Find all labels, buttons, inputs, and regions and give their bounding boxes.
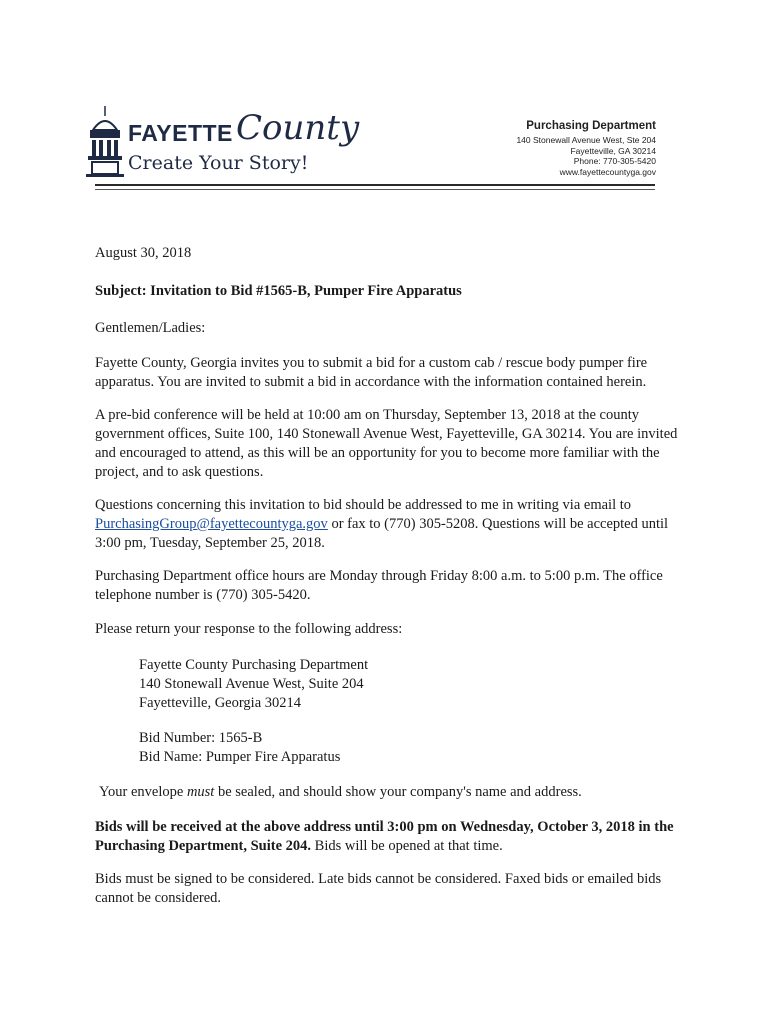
email-link[interactable]: PurchasingGroup@fayettecountyga.gov [95, 516, 328, 532]
return-address-line2: 140 Stonewall Avenue West, Suite 204 [139, 676, 364, 692]
letter-salutation: Gentlemen/Ladies: [95, 320, 206, 336]
fayette-county-logo [84, 100, 360, 180]
paragraph-questions [95, 496, 685, 553]
department-contact-block [516, 120, 656, 177]
header-divider-thin [95, 189, 655, 190]
questions-text-end: or fax to (770) 305-5208. Questions will be accepted until 3:00 pm, Tuesday, September 25, 2018. [95, 516, 669, 551]
envelope-emphasis: must [186, 784, 215, 800]
paragraph-office-hours: Purchasing Department office hours are Monday through Friday 8:00 a.m. to 5:00 p.m. The office telephone number is (770) 305-5420. [95, 568, 663, 603]
letter-date: August 30, 2018 [95, 245, 192, 261]
department-address-line2: Fayetteville, GA 30214 [570, 145, 656, 156]
department-phone: Phone: 770-305-5420 [573, 156, 656, 166]
department-website: www.fayettecountyga.gov [559, 166, 656, 177]
logo-wordmark: FAYETTE [128, 120, 233, 146]
questions-text-start: Questions concerning this invitation to bid should be addressed to me in writing via email to [95, 497, 632, 513]
paragraph-prebid-conference: A pre-bid conference will be held at 10:00 am on Thursday, September 13, 2018 at the county government offices, Suite 100, 140 Stonewall Avenue West, Fayetteville, GA 30214. You are invited and encouraged to attend, as this will be an opportunity for you to become more familiar with the project, and to ask questions. [95, 407, 678, 480]
deadline-bold-text: Bids will be received at the above address until 3:00 pm on Wednesday, October 3, 2018 in the Purchasing Department, Suite 204. [95, 819, 674, 854]
envelope-text-end: be sealed, and should show your company's name and address. [214, 784, 582, 800]
bid-name: Bid Name: Pumper Fire Apparatus [139, 749, 341, 765]
envelope-text-start: Your envelope [99, 784, 187, 800]
paragraph-deadline [95, 818, 685, 856]
paragraph-return-instructions: Please return your response to the following address: [95, 621, 403, 637]
paragraph-bid-requirements: Bids must be signed to be considered. Late bids cannot be considered. Faxed bids or emailed bids cannot be considered. [95, 871, 662, 906]
department-address-line1: 140 Stonewall Avenue West, Ste 204 [516, 135, 656, 145]
logo-tagline: Create Your Story! [128, 152, 309, 174]
letter-subject: Subject: Invitation to Bid #1565-B, Pumper Fire Apparatus [95, 283, 462, 299]
department-name: Purchasing Department [526, 120, 656, 132]
return-address-line3: Fayetteville, Georgia 30214 [139, 695, 302, 711]
return-address-line1: Fayette County Purchasing Department [139, 657, 369, 673]
paragraph-invitation: Fayette County, Georgia invites you to submit a bid for a custom cab / rescue body pumper fire apparatus. You are invited to submit a bid in accordance with the information contained herein. [95, 355, 648, 390]
logo-script: County [236, 108, 360, 148]
courthouse-icon [84, 104, 126, 178]
bid-number: Bid Number: 1565-B [139, 730, 263, 746]
paragraph-envelope [99, 783, 689, 802]
deadline-text-end: Bids will be opened at that time. [311, 838, 503, 854]
header-divider [95, 184, 655, 186]
